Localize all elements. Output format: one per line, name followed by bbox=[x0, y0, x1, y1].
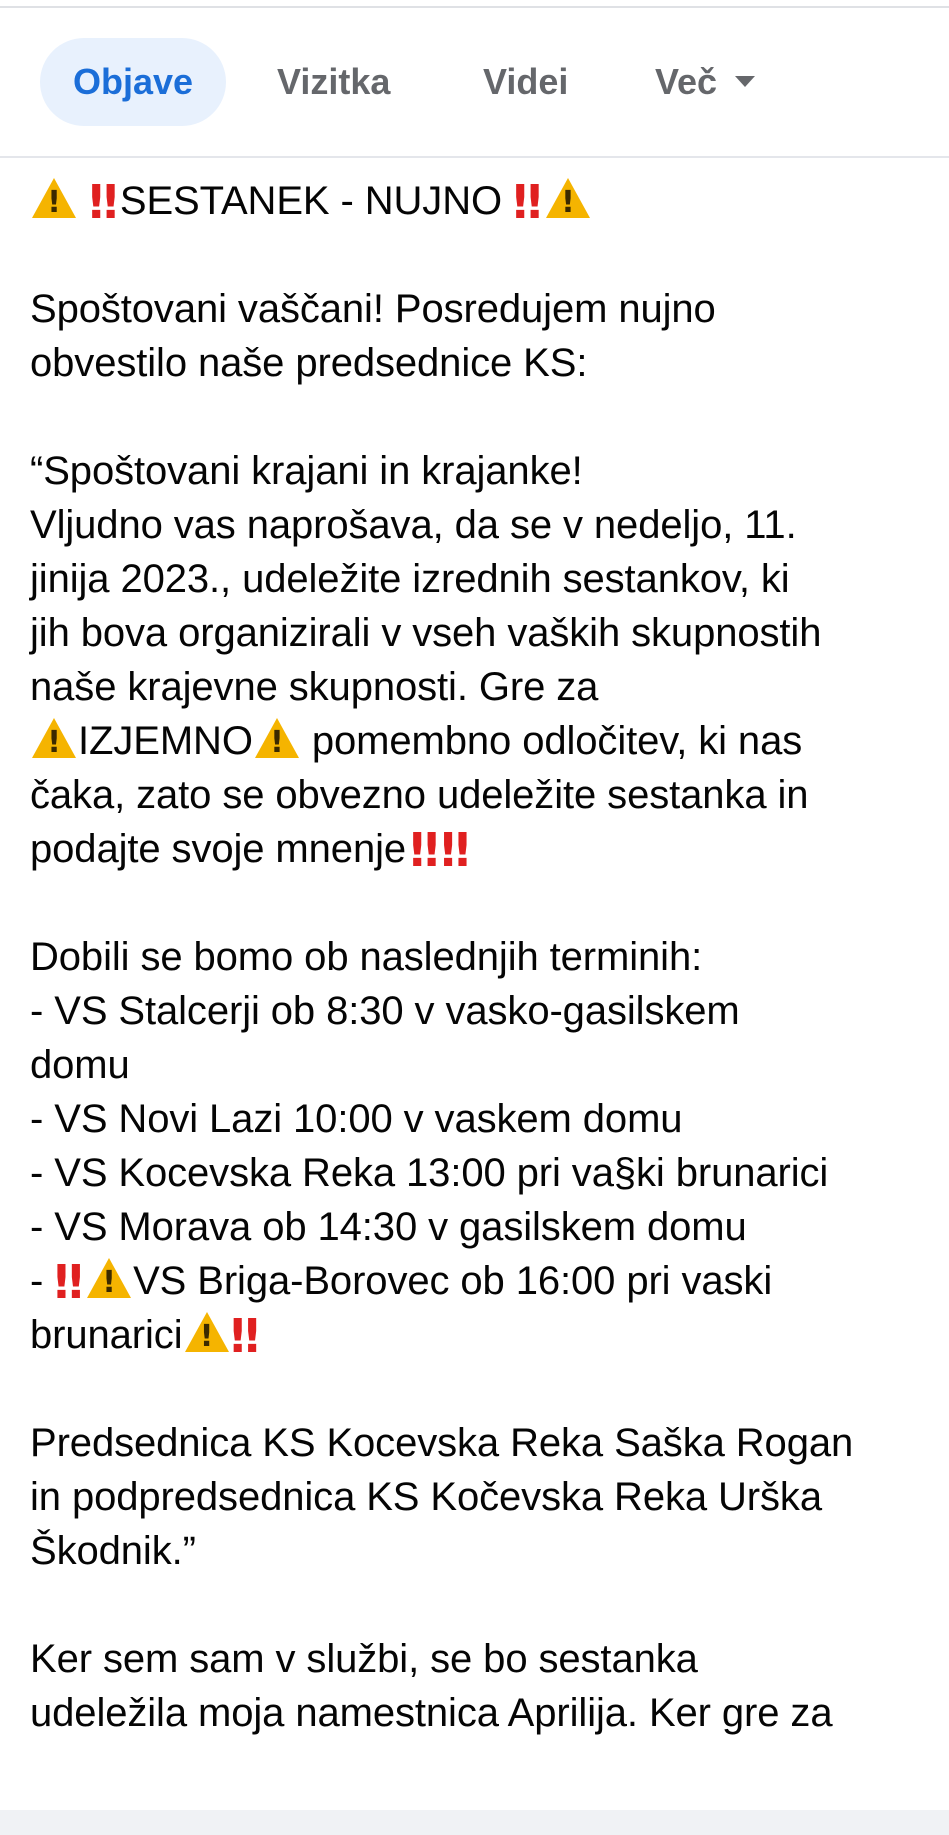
post-text-line: - VS Kocevska Reka 13:00 pri va§ki brunarici bbox=[30, 1151, 829, 1195]
double-exclamation-icon: ‼ bbox=[410, 823, 433, 877]
post-text-fragment: - bbox=[30, 1259, 55, 1303]
post-title: SESTANEK - NUJNO bbox=[119, 179, 503, 223]
caret-down-icon bbox=[735, 76, 755, 87]
double-exclamation-icon: ‼ bbox=[230, 1309, 254, 1363]
post-text-line: Ker sem sam v službi, se bo sestanka bbox=[30, 1637, 698, 1681]
warning-icon bbox=[30, 718, 78, 760]
warning-icon bbox=[544, 178, 592, 220]
tab-vec-more[interactable] bbox=[655, 38, 755, 126]
bottom-fade bbox=[0, 1810, 949, 1835]
post-text-line: Škodnik.” bbox=[30, 1529, 196, 1573]
double-exclamation-icon: ‼ bbox=[513, 175, 536, 229]
post-text-line: in podpredsednica KS Kočevska Reka Urška bbox=[30, 1475, 822, 1519]
double-exclamation-icon: ‼ bbox=[54, 1255, 78, 1309]
post-text-line bbox=[30, 1254, 930, 1308]
warning-icon bbox=[30, 178, 78, 220]
post-text-line: Predsednica KS Kocevska Reka Saška Rogan bbox=[30, 1421, 854, 1465]
tab-videi[interactable]: Videi bbox=[483, 61, 569, 102]
post-text-line: - VS Morava ob 14:30 v gasilskem domu bbox=[30, 1205, 747, 1249]
post-text-line: naše krajevne skupnosti. Gre za bbox=[30, 665, 599, 709]
post-text-line: - VS Stalcerji ob 8:30 v vasko-gasilskem bbox=[30, 989, 740, 1033]
post-title-line bbox=[30, 174, 930, 228]
warning-icon bbox=[85, 1258, 133, 1300]
post-text-line: udeležila moja namestnica Aprilija. Ker gre za bbox=[30, 1691, 833, 1735]
tab-objave[interactable]: Objave bbox=[40, 38, 226, 126]
double-exclamation-icon: ‼ bbox=[89, 175, 112, 229]
tab-vizitka[interactable]: Vizitka bbox=[277, 61, 391, 102]
warning-icon bbox=[183, 1312, 231, 1354]
post-text-line: Dobili se bomo ob naslednjih terminih: bbox=[30, 935, 703, 979]
post-text-fragment: pomembno odločitev, ki nas bbox=[300, 719, 803, 763]
tab-vec-label: Več bbox=[655, 61, 718, 102]
post-text-line bbox=[30, 714, 930, 768]
post-text-line: Vljudno vas naprošava, da se v nedeljo, 11. bbox=[30, 503, 797, 547]
post-text-line: obvestilo naše predsednice KS: bbox=[30, 341, 588, 385]
top-divider bbox=[0, 0, 949, 8]
post-text-line bbox=[30, 1308, 930, 1362]
post-text-line: Spoštovani vaščani! Posredujem nujno bbox=[30, 287, 716, 331]
emphasis-word: IZJEMNO bbox=[78, 719, 253, 763]
post-text-fragment: brunarici bbox=[30, 1313, 183, 1357]
post-text-line: čaka, zato se obvezno udeležite sestanka in bbox=[30, 773, 809, 817]
warning-icon bbox=[253, 718, 301, 760]
post-text-fragment: VS Briga-Borovec ob 16:00 pri vaski bbox=[133, 1259, 773, 1303]
double-exclamation-icon: ‼ bbox=[440, 823, 464, 877]
profile-tab-bar bbox=[0, 8, 949, 158]
post-text-line: jih bova organizirali v vseh vaških skupnostih bbox=[30, 611, 822, 655]
post-body bbox=[30, 174, 930, 1740]
post-text-line: domu bbox=[30, 1043, 130, 1087]
post-text-line: jinija 2023., udeležite izrednih sestankov, ki bbox=[30, 557, 790, 601]
post-text-line: - VS Novi Lazi 10:00 v vaskem domu bbox=[30, 1097, 683, 1141]
post-text-line: “Spoštovani krajani in krajanke! bbox=[30, 449, 583, 493]
post-text-fragment: podajte svoje mnenje bbox=[30, 827, 407, 871]
post-text-line bbox=[30, 822, 930, 876]
